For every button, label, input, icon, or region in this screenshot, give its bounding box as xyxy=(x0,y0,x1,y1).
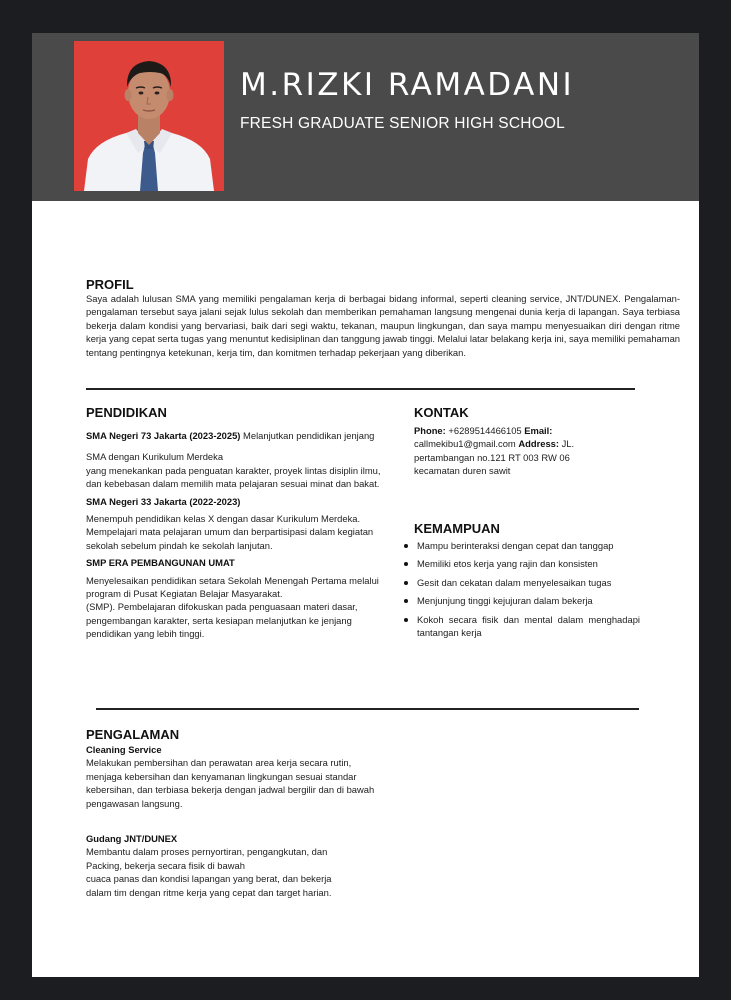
phone-value: +6289514466105 xyxy=(445,425,525,436)
school-name: SMA Negeri 33 Jakarta (2022-2023) xyxy=(86,495,241,507)
resume-page xyxy=(32,33,699,977)
job-description-line: Membantu dalam proses pernyortiran, pengangkutan, dan xyxy=(86,846,328,858)
bullet-icon xyxy=(404,544,408,548)
job-description: Melakukan pembersihan dan perawatan area kerja secara rutin, menjaga kebersihan dan kenyamanan lingkungan sesuai standar kebersihan, dan terbiasa bekerja dengan jadwal bergilir dan di bawah pengawasan langsung. xyxy=(86,757,375,809)
contact-block xyxy=(414,424,604,478)
skills-list xyxy=(404,539,640,644)
school-name: SMA Negeri 73 Jakarta (2023-2025) xyxy=(86,430,241,441)
experience-list xyxy=(86,743,386,899)
profil-text: Saya adalah lulusan SMA yang memiliki pengalaman kerja di berbagai bidang informal, seperti cleaning service, JNT/DUNEX. Pengalaman-pengalaman tersebut saya jalani sejak lulus sekolah dan memberikan pemahaman langsung mengenai dunia kerja di lapangan. Saya terbiasa bekerja dalam kondisi yang bervariasi, baik dari segi waktu, tekanan, maupun lingkungan, dan saya mampu menyesuaikan diri dengan ritme kerja yang cepat serta tugas yang menuntut kedisiplinan dan tanggung jawab tinggi. Melalui latar belakang kerja ini, saya memiliki pemahaman tentang pentingnya ketekunan, kerja tim, dan komitmen terhadap pekerjaan yang diberikan. xyxy=(86,293,680,358)
job-description-line: cuaca panas dan kondisi lapangan yang berat, dan bekerja xyxy=(86,873,332,885)
candidate-name: M.RIZKI RAMADANI xyxy=(240,67,575,103)
profile-photo xyxy=(74,41,224,191)
bullet-icon xyxy=(404,618,408,622)
address-value: pertambangan no.121 RT 003 RW 06 kecamatan duren sawit xyxy=(414,451,570,477)
phone-label: Phone: xyxy=(414,425,446,436)
skill-item: Mampu berinteraksi dengan cepat dan tanggap xyxy=(404,539,640,552)
job-title: Cleaning Service xyxy=(86,744,162,755)
school-description: Menempuh pendidikan kelas X dengan dasar Kurikulum Merdeka. Mempelajari mata pelajaran umum dan berpartisipasi dalam kegiatan sekolah sebelum pindah ke sekolah lanjutan. xyxy=(86,513,374,551)
bullet-icon xyxy=(404,599,408,603)
kemampuan-heading: KEMAMPUAN xyxy=(414,521,500,536)
job-description-line: dalam tim dengan ritme kerja yang cepat dan target harian. xyxy=(86,886,332,898)
school-description: Menyelesaikan pendidikan setara Sekolah Menengah Pertama melalui program di Pusat Kegiatan Belajar Masyarakat. xyxy=(86,574,379,600)
job-title: Gudang JNT/DUNEX xyxy=(86,833,178,845)
address-prefix: JL. xyxy=(559,438,575,450)
section-divider xyxy=(86,388,635,390)
kontak-heading: KONTAK xyxy=(414,405,469,420)
skill-item: Memiliki etos kerja yang rajin dan konsisten xyxy=(404,557,640,570)
school-name: SMP ERA PEMBANGUNAN UMAT xyxy=(86,557,235,569)
education-list xyxy=(86,429,392,641)
section-divider xyxy=(96,708,639,710)
bullet-icon xyxy=(404,581,408,585)
school-note: Melanjutkan pendidikan jenjang xyxy=(240,430,375,441)
skill-item: Kokoh secara fisik dan mental dalam menghadapi tantangan kerja xyxy=(404,613,640,640)
profil-heading: PROFIL xyxy=(86,277,134,292)
school-description: yang menekankan pada penguatan karakter, proyek lintas disiplin ilmu, dan kebebasan dalam memilih mata pelajaran sesuai minat dan bakat. xyxy=(86,464,381,490)
resume-header xyxy=(32,33,699,201)
address-label: Address: xyxy=(518,438,559,450)
job-description-line: Packing, bekerja secara fisik di bawah xyxy=(86,859,245,871)
school-curriculum: SMA dengan Kurikulum Merdeka xyxy=(86,451,224,463)
pengalaman-heading: PENGALAMAN xyxy=(86,727,180,742)
pendidikan-heading: PENDIDIKAN xyxy=(86,405,167,420)
person-portrait-icon xyxy=(74,41,224,191)
school-description: (SMP). Pembelajaran difokuskan pada penguasaan materi dasar, pengembangan karakter, serta kesiapan melanjutkan ke jenjang pendidikan yang lebih tinggi. xyxy=(86,601,358,640)
candidate-subtitle: FRESH GRADUATE SENIOR HIGH SCHOOL xyxy=(240,115,565,132)
email-label: Email: xyxy=(524,425,553,436)
skill-item: Gesit dan cekatan dalam menyelesaikan tugas xyxy=(404,576,640,589)
skill-item: Menjunjung tinggi kejujuran dalam bekerja xyxy=(404,594,640,607)
email-value[interactable]: callmekibu1@gmail.com xyxy=(414,438,516,450)
bullet-icon xyxy=(404,562,408,566)
education-item-sma73 xyxy=(86,429,392,442)
